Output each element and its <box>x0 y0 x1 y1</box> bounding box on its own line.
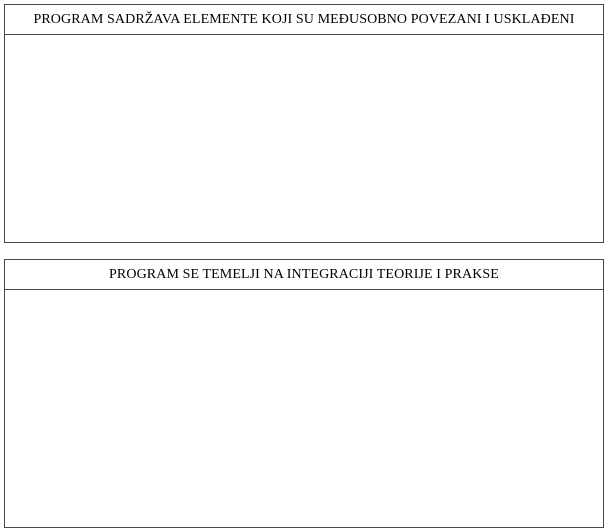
section-box-elements <box>4 4 604 243</box>
section-content-area[interactable] <box>5 35 603 242</box>
section-heading: PROGRAM SADRŽAVA ELEMENTE KOJI SU MEĐUSOBNO POVEZANI I USKLAĐENI <box>5 5 603 35</box>
section-content-area[interactable] <box>5 290 603 527</box>
section-heading: PROGRAM SE TEMELJI NA INTEGRACIJI TEORIJE I PRAKSE <box>5 260 603 290</box>
section-box-integration <box>4 259 604 528</box>
